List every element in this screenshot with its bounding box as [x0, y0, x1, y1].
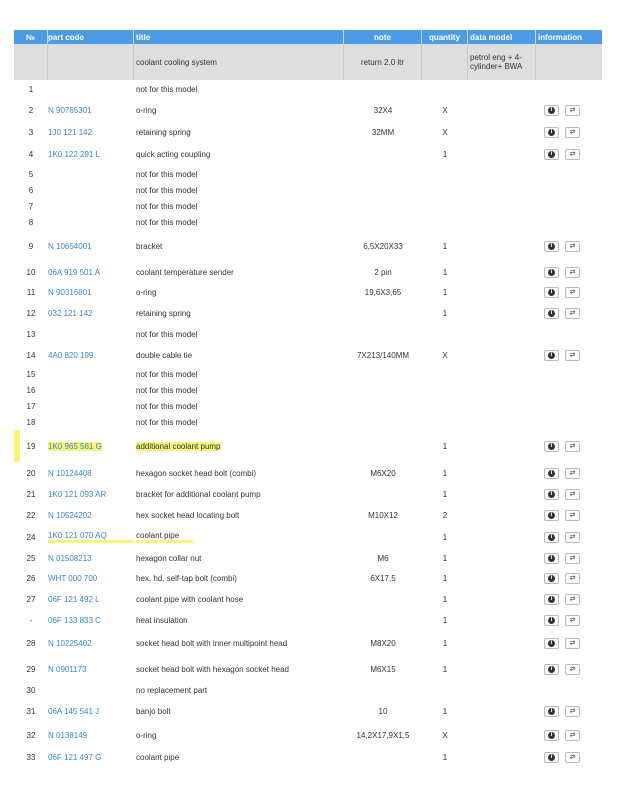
row-number: - [29, 615, 33, 625]
table-row [14, 382, 602, 398]
table-row [14, 122, 602, 142]
part-quantity: 1 [442, 468, 448, 478]
info-button[interactable] [544, 638, 559, 649]
part-title: coolant pipe with coolant hose [136, 594, 244, 604]
part-note: M6X15 [370, 664, 396, 674]
row-number: 5 [28, 169, 34, 179]
part-title: double cable tie [136, 350, 193, 360]
row-actions [536, 468, 602, 479]
row-actions [536, 308, 602, 319]
table-row [14, 746, 602, 768]
part-code-link[interactable]: WHT 000 700 [48, 573, 98, 583]
row-number: 27 [26, 594, 36, 604]
part-title: no replacement part [136, 685, 208, 695]
row-actions [536, 664, 602, 675]
part-code-link[interactable]: 1K0 121 093 AR [48, 489, 107, 499]
info-icon: i [548, 107, 555, 114]
exchange-button[interactable] [565, 127, 580, 138]
table-row [14, 588, 602, 610]
subheader-model: petrol eng + 4-cylinder+ BWA [468, 44, 536, 80]
table-header [14, 30, 602, 44]
part-title: hex. hd. self-tap bolt (combi) [136, 573, 237, 583]
table-row [14, 724, 602, 746]
part-quantity: 1 [442, 308, 448, 318]
table-row [14, 414, 602, 430]
row-number: 19 [26, 441, 36, 451]
row-actions [536, 730, 602, 741]
header-information: information [538, 32, 582, 42]
part-title: not for this model [136, 185, 198, 195]
part-code-link[interactable]: N 10124408 [48, 468, 92, 478]
exchange-button[interactable] [565, 308, 580, 319]
row-actions [536, 287, 602, 298]
row-actions [536, 127, 602, 138]
info-icon: i [548, 732, 555, 739]
table-row [14, 630, 602, 656]
part-title: bracket [136, 241, 163, 251]
exchange-arrows-icon: ⇄ [569, 490, 576, 498]
exchange-button[interactable] [565, 706, 580, 717]
part-note: 6,5X20X33 [363, 241, 403, 251]
row-number: 30 [26, 685, 36, 695]
exchange-button[interactable] [565, 553, 580, 564]
info-button[interactable] [544, 149, 559, 160]
row-number: 9 [28, 241, 34, 251]
exchange-button[interactable] [565, 664, 580, 675]
part-title: not for this model [136, 169, 198, 179]
exchange-arrows-icon: ⇄ [569, 150, 576, 158]
part-note: 6X17,5 [370, 573, 396, 583]
table-row [14, 182, 602, 198]
subheader-note: return 2.0 ltr [344, 44, 422, 80]
part-quantity: 1 [442, 553, 448, 563]
part-title: retaining spring [136, 308, 191, 318]
exchange-button[interactable] [565, 241, 580, 252]
part-title [134, 442, 344, 451]
header-part-code: part code [48, 30, 134, 44]
part-title: coolant temperature sender [136, 267, 234, 277]
table-row [14, 504, 602, 526]
exchange-button[interactable] [565, 468, 580, 479]
info-button[interactable] [544, 105, 559, 116]
part-quantity: 1 [442, 594, 448, 604]
part-title: not for this model [136, 329, 198, 339]
part-note: 32X4 [373, 105, 393, 115]
info-button[interactable] [544, 706, 559, 717]
table-row [14, 80, 602, 98]
part-code-link[interactable]: 1J0 121 142 [48, 127, 93, 137]
part-title: quick acting coupling [136, 149, 211, 159]
table-row [14, 214, 602, 230]
part-quantity: X [442, 127, 448, 137]
info-icon: i [548, 666, 555, 673]
info-icon: i [548, 754, 555, 761]
part-title: o-ring [136, 105, 157, 115]
row-actions [536, 638, 602, 649]
part-title: o-ring [136, 287, 157, 297]
info-icon: i [548, 491, 555, 498]
table-row [14, 610, 602, 630]
table-row [14, 462, 602, 484]
info-button[interactable] [544, 468, 559, 479]
table-row [14, 166, 602, 182]
part-code-link[interactable]: 06A 145 541 J [48, 706, 100, 716]
table-row [14, 568, 602, 588]
info-icon: i [548, 534, 555, 541]
info-button[interactable] [544, 532, 559, 543]
part-code-link[interactable]: N 10225402 [48, 638, 92, 648]
part-title: not for this model [136, 417, 198, 427]
part-quantity: 1 [442, 638, 448, 648]
part-title: not for this model [136, 84, 198, 94]
exchange-arrows-icon: ⇄ [569, 665, 576, 673]
row-actions [536, 105, 602, 116]
exchange-arrows-icon: ⇄ [569, 106, 576, 114]
info-icon: i [548, 129, 555, 136]
row-number: 4 [28, 149, 34, 159]
exchange-arrows-icon: ⇄ [569, 533, 576, 541]
row-number: 24 [26, 532, 36, 542]
info-icon: i [548, 555, 555, 562]
row-number: 17 [26, 401, 36, 411]
table-row [14, 282, 602, 302]
row-actions [536, 573, 602, 584]
exchange-button[interactable] [565, 730, 580, 741]
exchange-button[interactable] [565, 350, 580, 361]
row-number: 13 [26, 329, 36, 339]
part-title: not for this model [136, 201, 198, 211]
row-number: 22 [26, 510, 36, 520]
part-note: 10 [378, 706, 388, 716]
exchange-button[interactable] [565, 752, 580, 763]
exchange-button[interactable] [565, 149, 580, 160]
part-quantity: 1 [442, 706, 448, 716]
table-row [14, 262, 602, 282]
part-title [134, 531, 344, 543]
table-row [14, 366, 602, 382]
part-quantity: X [442, 730, 448, 740]
exchange-arrows-icon: ⇄ [569, 288, 576, 296]
info-button[interactable] [544, 730, 559, 741]
row-number: 18 [26, 417, 36, 427]
part-title: hexagon collar nut [136, 553, 202, 563]
row-number: 1 [28, 84, 34, 94]
part-title: hexagon socket head bolt (combi) [136, 468, 257, 478]
part-code-link[interactable] [48, 442, 134, 451]
part-quantity: 1 [442, 573, 448, 583]
part-quantity: 1 [442, 664, 448, 674]
exchange-button[interactable] [565, 510, 580, 521]
part-code-link[interactable]: N 90765301 [48, 105, 92, 115]
row-actions [536, 489, 602, 500]
info-button[interactable] [544, 308, 559, 319]
part-quantity: 2 [442, 510, 448, 520]
part-code-link[interactable]: 1K0 122 291 L [48, 149, 101, 159]
part-quantity: 1 [442, 441, 448, 451]
row-number: 11 [26, 287, 36, 297]
row-number: 28 [26, 638, 36, 648]
table-row [14, 430, 602, 462]
table-row [14, 698, 602, 724]
part-code-text[interactable]: 1K0 965 561 G [48, 441, 102, 451]
part-quantity: 1 [442, 615, 448, 625]
part-quantity: 1 [442, 267, 448, 277]
part-note: M6X20 [370, 468, 396, 478]
exchange-button[interactable] [565, 267, 580, 278]
row-actions [536, 510, 602, 521]
part-title: coolant pipe [136, 752, 180, 762]
info-icon: i [548, 470, 555, 477]
part-quantity: X [442, 350, 448, 360]
part-code-link[interactable]: N 0138149 [48, 730, 88, 740]
info-icon: i [548, 596, 555, 603]
row-number: 32 [26, 730, 36, 740]
table-row [14, 682, 602, 698]
info-button[interactable] [544, 664, 559, 675]
exchange-button[interactable] [565, 105, 580, 116]
part-quantity: 1 [442, 489, 448, 499]
exchange-button[interactable] [565, 594, 580, 605]
table-row [14, 98, 602, 122]
info-button[interactable] [544, 287, 559, 298]
part-code-link[interactable]: 06F 121 492 L [48, 594, 100, 604]
exchange-arrows-icon: ⇄ [569, 554, 576, 562]
part-code-link[interactable]: N 90316801 [48, 287, 92, 297]
exchange-button[interactable] [565, 441, 580, 452]
table-row [14, 656, 602, 682]
info-icon: i [548, 708, 555, 715]
part-code-link[interactable]: N 0901173 [48, 664, 87, 674]
row-actions [536, 441, 602, 452]
info-icon: i [548, 151, 555, 158]
table-subheader [14, 44, 602, 80]
info-button[interactable] [544, 489, 559, 500]
header-quantity: quantity [422, 30, 468, 44]
info-button[interactable] [544, 752, 559, 763]
row-number: 12 [26, 308, 36, 318]
part-quantity: 1 [442, 241, 448, 251]
part-note: 14,2X17,9X1,5 [356, 730, 410, 740]
part-quantity: 1 [442, 149, 448, 159]
exchange-button[interactable] [565, 573, 580, 584]
row-actions [536, 594, 602, 605]
exchange-arrows-icon: ⇄ [569, 442, 576, 450]
exchange-arrows-icon: ⇄ [569, 242, 576, 250]
exchange-arrows-icon: ⇄ [569, 731, 576, 739]
part-note: M10X12 [368, 510, 398, 520]
info-button[interactable] [544, 573, 559, 584]
part-title: not for this model [136, 369, 198, 379]
exchange-arrows-icon: ⇄ [569, 707, 576, 715]
info-icon: i [548, 617, 555, 624]
exchange-arrows-icon: ⇄ [569, 309, 576, 317]
part-title: not for this model [136, 217, 198, 227]
header-note: note [344, 30, 422, 44]
info-icon: i [548, 269, 555, 276]
part-code-link[interactable]: 1K0 121 070 AQ [48, 531, 134, 543]
part-title-text: additional coolant pump [136, 441, 221, 451]
row-number: 29 [26, 664, 36, 674]
info-button[interactable] [544, 127, 559, 138]
row-number: 6 [28, 185, 34, 195]
exchange-arrows-icon: ⇄ [569, 595, 576, 603]
part-code-link[interactable]: 06F 121 497 G [48, 752, 102, 762]
info-button[interactable] [544, 615, 559, 626]
row-actions [536, 350, 602, 361]
part-code-link[interactable]: N 10524202 [48, 510, 92, 520]
row-number: 21 [26, 489, 36, 499]
row-actions [536, 149, 602, 160]
info-button[interactable] [544, 267, 559, 278]
part-title: not for this model [136, 401, 198, 411]
exchange-arrows-icon: ⇄ [569, 511, 576, 519]
part-title: o-ring [136, 730, 157, 740]
info-icon: i [548, 640, 555, 647]
part-quantity: 1 [442, 532, 448, 542]
table-body [14, 80, 602, 768]
table-row [14, 484, 602, 504]
part-title-text: coolant pipe [136, 531, 193, 543]
part-code-link[interactable]: 032 121 142 [48, 308, 93, 318]
part-code-link[interactable]: 06A 919 501 A [48, 267, 101, 277]
part-note: M8X20 [370, 638, 396, 648]
info-icon: i [548, 512, 555, 519]
part-title: not for this model [136, 385, 198, 395]
table-row [14, 230, 602, 262]
part-title: banjo bolt [136, 706, 171, 716]
part-code-link[interactable]: 4A0 820 199 [48, 350, 94, 360]
exchange-button[interactable] [565, 532, 580, 543]
table-row [14, 142, 602, 166]
part-title: heat insulation [136, 615, 188, 625]
row-number: 3 [28, 127, 34, 137]
exchange-button[interactable] [565, 489, 580, 500]
info-icon: i [548, 575, 555, 582]
row-number: 26 [26, 573, 36, 583]
info-icon: i [548, 352, 555, 359]
header-data-model: data model [468, 30, 536, 44]
row-number: 8 [28, 217, 34, 227]
part-title: socket head bolt with inner multipoint head [136, 638, 288, 648]
part-title: bracket for additional coolant pump [136, 489, 261, 499]
row-actions [536, 706, 602, 717]
info-icon: i [548, 310, 555, 317]
exchange-arrows-icon: ⇄ [569, 753, 576, 761]
info-button[interactable] [544, 441, 559, 452]
part-code-link[interactable]: N 01508213 [48, 553, 92, 563]
part-title: retaining spring [136, 127, 191, 137]
part-code-link[interactable]: 06F 133 833 C [48, 615, 101, 625]
exchange-arrows-icon: ⇄ [569, 128, 576, 136]
row-number: 7 [28, 201, 34, 211]
row-number: 10 [26, 267, 36, 277]
part-code-link[interactable]: N 10654001 [48, 241, 92, 251]
part-title: hex socket head locating bolt [136, 510, 240, 520]
info-icon: i [548, 289, 555, 296]
part-title: socket head bolt with hexagon socket head [136, 664, 289, 674]
header-no: № [14, 30, 48, 44]
row-actions [536, 532, 602, 543]
table-row [14, 398, 602, 414]
info-button[interactable] [544, 350, 559, 361]
row-actions [536, 615, 602, 626]
row-number: 20 [26, 468, 36, 478]
info-icon: i [548, 243, 555, 250]
part-note: 2 pin [374, 267, 392, 277]
exchange-arrows-icon: ⇄ [569, 351, 576, 359]
row-actions [536, 553, 602, 564]
parts-table [14, 30, 602, 768]
exchange-arrows-icon: ⇄ [569, 616, 576, 624]
info-button[interactable] [544, 241, 559, 252]
part-quantity: 1 [442, 752, 448, 762]
row-actions [536, 752, 602, 763]
part-note: M6 [377, 553, 389, 563]
part-quantity: X [442, 105, 448, 115]
exchange-button[interactable] [565, 287, 580, 298]
header-title: title [134, 30, 344, 44]
row-number: 25 [26, 553, 36, 563]
exchange-arrows-icon: ⇄ [569, 574, 576, 582]
info-button[interactable] [544, 594, 559, 605]
exchange-button[interactable] [565, 615, 580, 626]
row-actions [536, 267, 602, 278]
subheader-title: coolant cooling system [134, 44, 344, 80]
row-number: 15 [26, 369, 36, 379]
table-row [14, 526, 602, 548]
table-row [14, 324, 602, 344]
table-row [14, 344, 602, 366]
row-number: 31 [26, 706, 36, 716]
table-row [14, 548, 602, 568]
table-row [14, 302, 602, 324]
part-note: 19,6X3,65 [364, 287, 402, 297]
info-button[interactable] [544, 553, 559, 564]
row-number: 14 [26, 350, 36, 360]
exchange-button[interactable] [565, 638, 580, 649]
part-note: 32MM [371, 127, 395, 137]
table-row [14, 198, 602, 214]
exchange-arrows-icon: ⇄ [569, 639, 576, 647]
exchange-arrows-icon: ⇄ [569, 469, 576, 477]
part-note: 7X213/140MM [356, 350, 410, 360]
exchange-arrows-icon: ⇄ [569, 268, 576, 276]
row-number: 16 [26, 385, 36, 395]
info-icon: i [548, 443, 555, 450]
info-button[interactable] [544, 510, 559, 521]
part-quantity: 1 [442, 287, 448, 297]
row-number: 33 [26, 752, 36, 762]
row-actions [536, 241, 602, 252]
row-number: 2 [28, 105, 34, 115]
